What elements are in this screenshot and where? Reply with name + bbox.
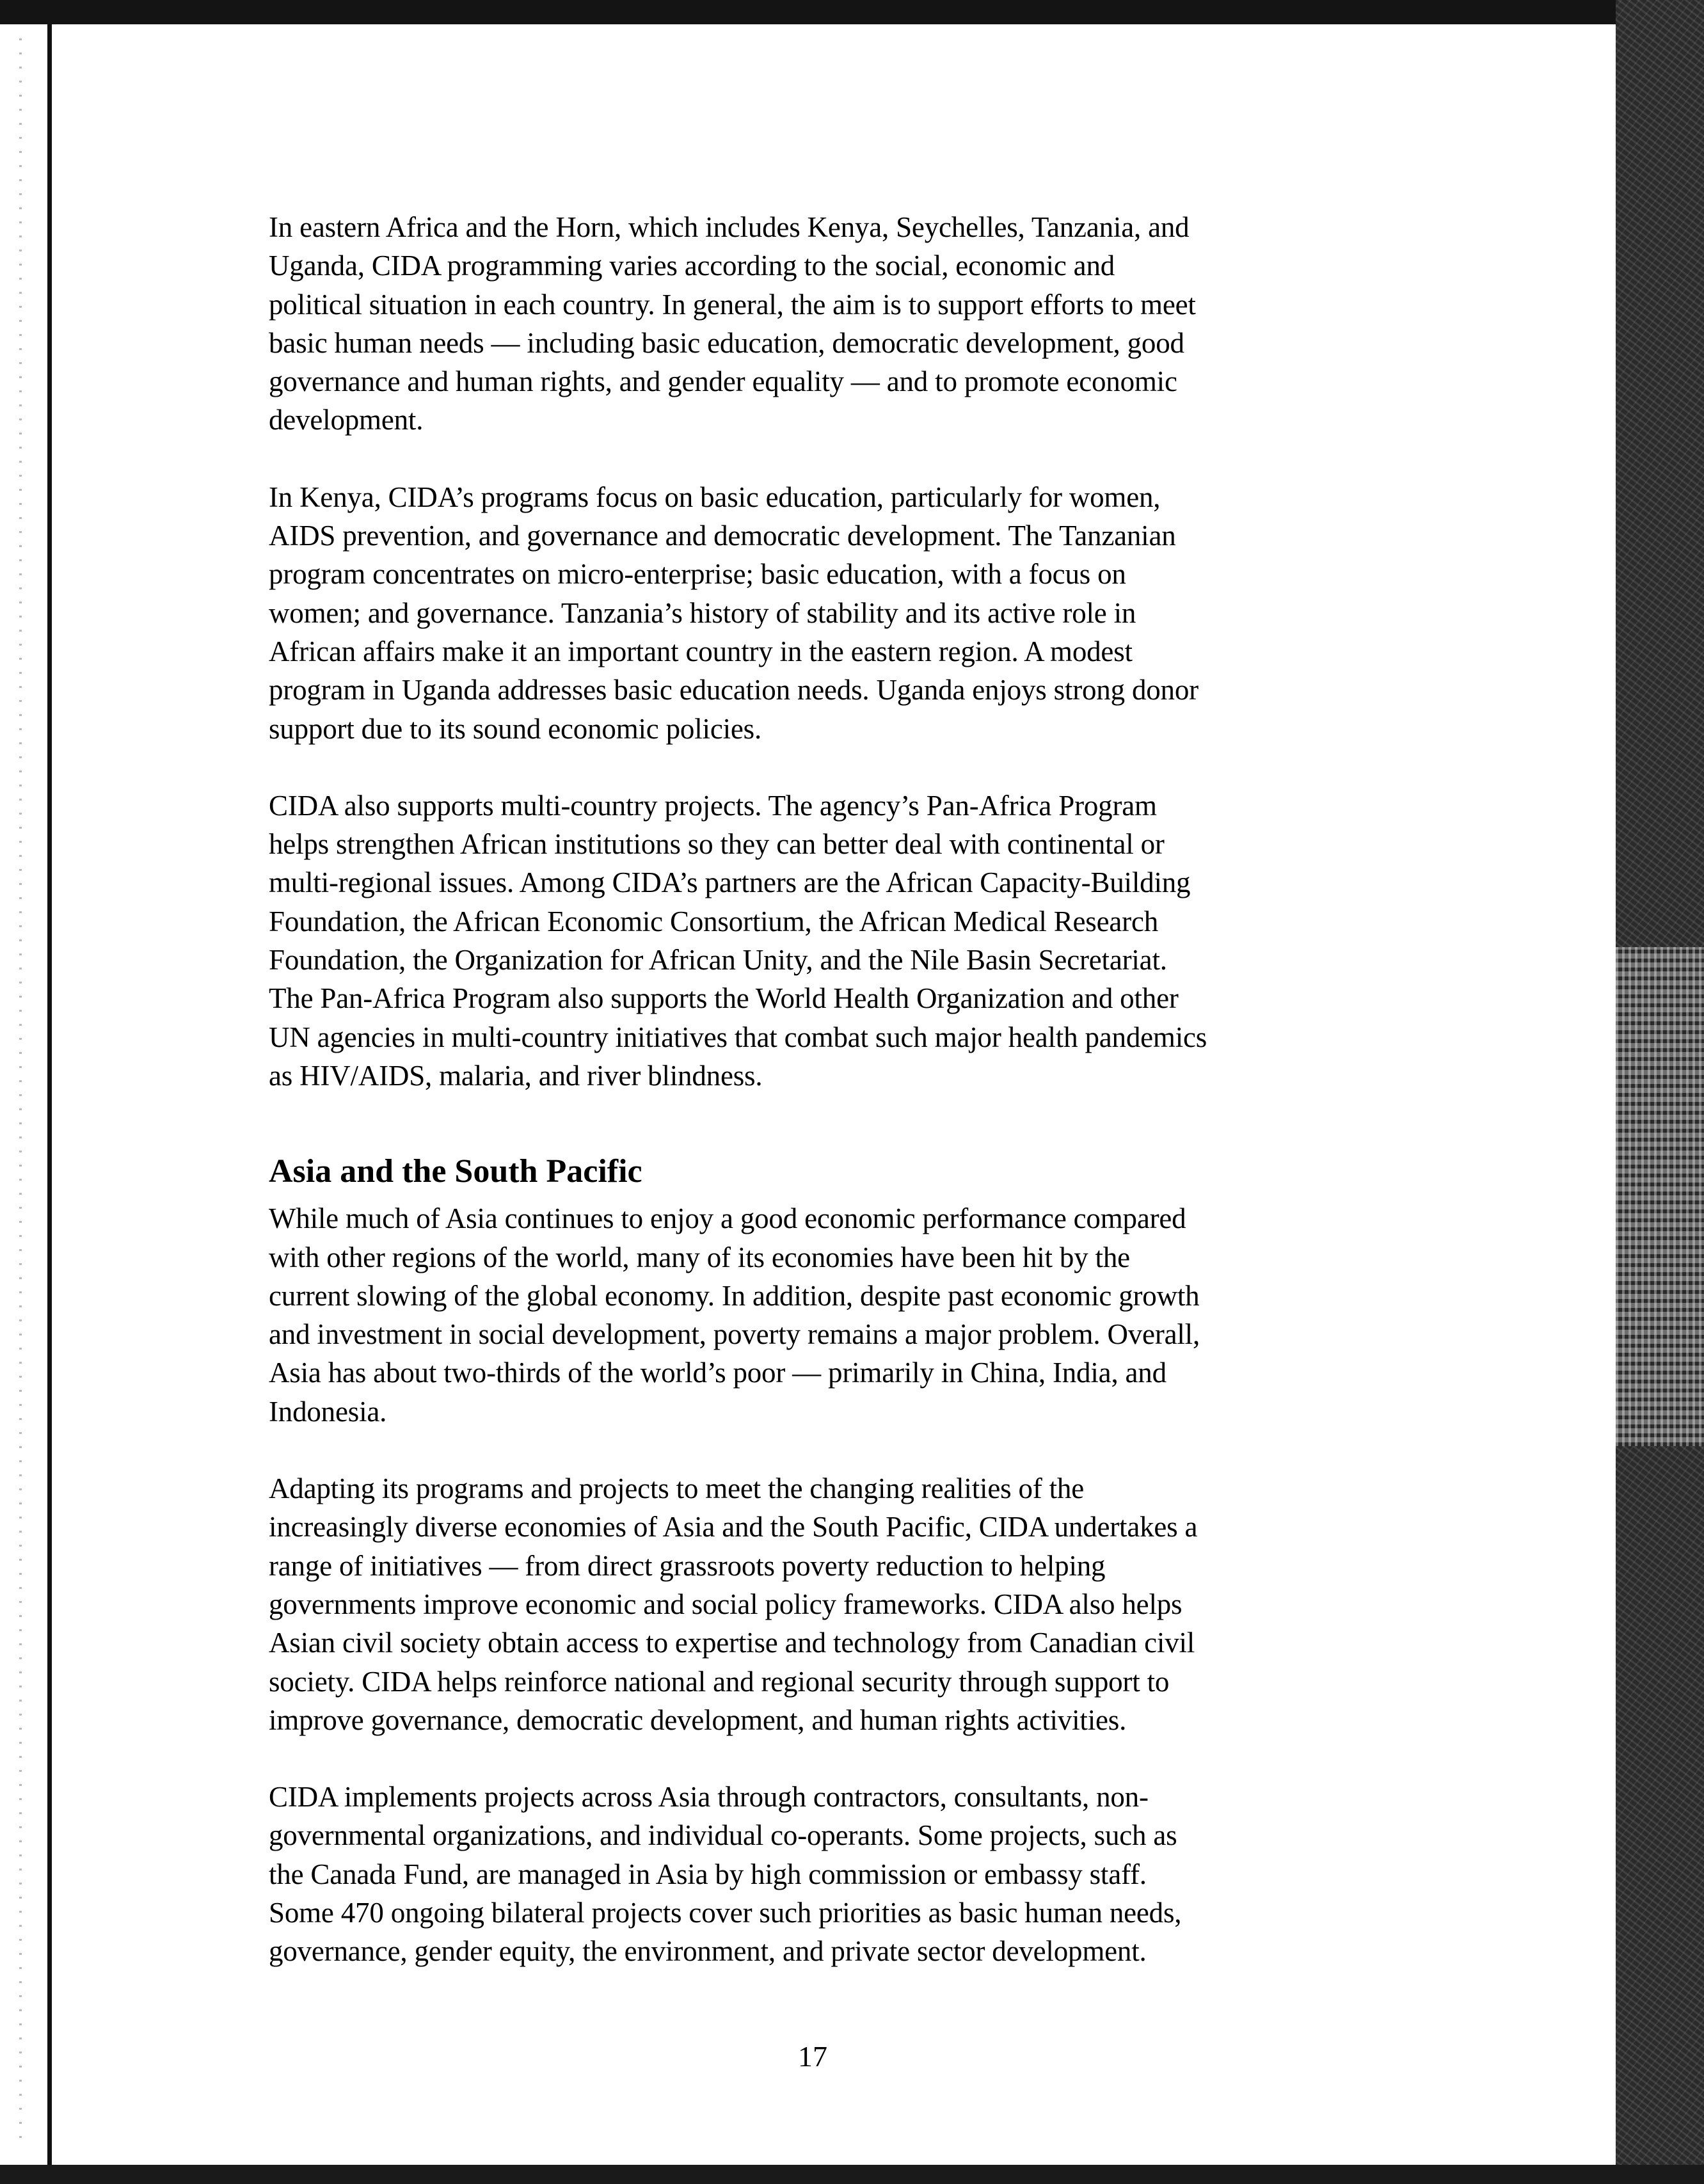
scan-bottom-border — [0, 2165, 1704, 2184]
binding-line — [47, 24, 52, 2165]
paragraph-pan-africa: CIDA also supports multi-country projects. The agency’s Pan-Africa Program helps strengthen African institutions so they can better deal with continental or multi-regional issues. Among CIDA’s partners are the African Capacity-Building Foundation, the African Economic Consortium, the African Medical Research Foundation, the Organization for African Unity, and the Nile Basin Secretariat. The Pan-Africa Program also supports the World Health Organization and other UN agencies in multi-country initiatives that combat such major health pandemics as HIV/AIDS, malaria, and river blindness. — [269, 789, 1207, 1092]
binding-holes — [19, 38, 22, 2150]
scan-top-border — [0, 0, 1704, 24]
page-number: 17 — [798, 2040, 827, 2073]
paragraph-asia-economy: While much of Asia continues to enjoy a good economic performance compared with other regions of the world, many of its economies have been hit by the current slowing of the global economy. In addition, despite past economic growth and investment in social development, poverty remains a major problem. Overall, Asia has about two-thirds of the world’s poor — primarily in China, India, and Indonesia. — [269, 1202, 1200, 1428]
paragraph-asia-projects: CIDA implements projects across Asia through contractors, consultants, non- governmental organizations, and individual co-operants. Some projects, such as the Canada Fund, are managed in Asia by high commission or embassy staff. Some 470 ongoing bilateral projects cover such priorities as basic human needs, governance, gender equity, the environment, and private sector development. — [269, 1781, 1182, 1968]
paragraph-east-africa: In eastern Africa and the Horn, which includes Kenya, Seychelles, Tanzania, and Uganda, CIDA programming varies according to the social, economic and political situation in each country. In general, the aim is to support efforts to meet basic human needs — including basic education, democratic development, good governance and human rights, and gender equality — and to promote economic development. — [269, 211, 1196, 436]
paragraph-asia-programs: Adapting its programs and projects to meet the changing realities of the increasingly diverse economies of Asia and the South Pacific, CIDA undertakes a range of initiatives — from direct grassroots poverty reduction to helping governments improve economic and social policy frameworks. CIDA also helps Asian civil society obtain access to expertise and technology from Canadian civil society. CIDA helps reinforce national and regional security through support to improve governance, democratic development, and human rights activities. — [269, 1472, 1198, 1736]
scan-right-noise-band — [1616, 947, 1704, 1446]
paragraph-kenya-tanzania-uganda: In Kenya, CIDA’s programs focus on basic education, particularly for women, AIDS prevention, and governance and democratic development. The Tanzanian program concentrates on micro-enterprise; basic education, with a focus on women; and governance. Tanzania’s history of stability and its active role in African affairs make it an important country in the eastern region. A modest program in Uganda addresses basic education needs. Uganda enjoys strong donor support due to its sound economic policies. — [269, 481, 1198, 745]
page-body — [269, 208, 1357, 1971]
section-heading-asia: Asia and the South Pacific — [269, 1153, 642, 1190]
